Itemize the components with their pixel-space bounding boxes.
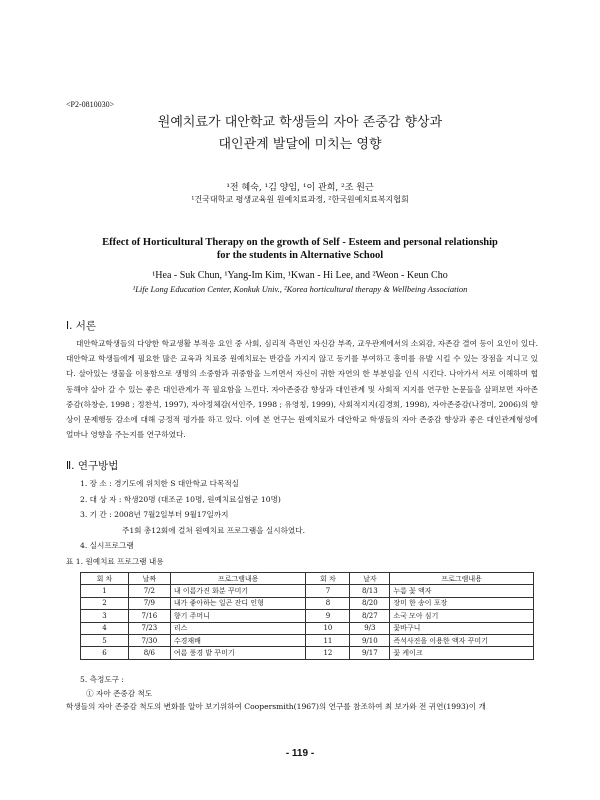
methods-program: 4. 실시프로그램: [80, 541, 134, 550]
header-session: 회 차: [81, 573, 129, 585]
table-cell: 12: [306, 647, 350, 659]
table-row: [81, 610, 534, 622]
table-cell: 7/30: [128, 634, 170, 646]
table-cell: 9/10: [350, 634, 390, 646]
body-text-line: 학생들의 자아 존중감 척도의 변화를 알아 보기위하여 Coopersmith(1967)의 연구를 참조하여 최 보가와 전 귀연(1993)이 개: [66, 702, 486, 711]
table-cell: 즉석사진을 이용한 액자 꾸미기: [390, 634, 534, 646]
korean-authors: ¹전 혜숙, ¹김 양임, ¹이 관희, ²조 원근: [226, 183, 374, 193]
english-affiliation: ¹Life Long Education Center, Konkuk Univ., ²Korea horticultural therapy & Wellbeing Association: [132, 284, 468, 294]
page-number: - 119 -: [285, 748, 315, 759]
table-cell: 꽃바구니: [390, 622, 534, 634]
table-cell: 7/9: [128, 597, 170, 609]
table-row: [81, 634, 534, 646]
korean-affiliation: ¹건국대학교 평생교육원 원예치료과정, ²한국원예치료복지협회: [191, 195, 409, 204]
table-cell: 7/16: [128, 610, 170, 622]
table-cell: 8/6: [128, 647, 170, 659]
table-cell: 7/2: [128, 585, 170, 597]
table-cell: 여름 풍경 밭 꾸미기: [170, 647, 306, 659]
table-cell: 4: [81, 622, 129, 634]
table-cell: 수경재배: [170, 634, 306, 646]
table-cell: 누름 꽃 액자: [390, 585, 534, 597]
paper-code: <P2-0810030>: [66, 100, 115, 109]
table-cell: 10: [306, 622, 350, 634]
table-cell: 9/3: [350, 622, 390, 634]
table-cell: 향기 주머니: [170, 610, 306, 622]
table-cell: 9/17: [350, 647, 390, 659]
header-content-2: 프로그램내용: [390, 573, 534, 585]
table-cell: 꽃 케이크: [390, 647, 534, 659]
table-row: [81, 585, 534, 597]
table-cell: 8/13: [350, 585, 390, 597]
table-cell: 7/23: [128, 622, 170, 634]
table-cell: 9: [306, 610, 350, 622]
table-cell: 소국 모아 심기: [390, 610, 534, 622]
english-title-line-2: for the students in Alternative School: [216, 250, 384, 261]
table-cell: 2: [81, 597, 129, 609]
measurement-heading: 5. 측정도구 :: [80, 675, 124, 684]
table-row: [81, 622, 534, 634]
program-table: [80, 572, 534, 660]
section-2-heading: Ⅱ. 연구방법: [66, 460, 119, 472]
english-authors: ¹Hea - Suk Chun, ¹Yang-Im Kim, ¹Kwan - Hi Lee, and ²Weon - Keun Cho: [152, 270, 448, 281]
methods-period: 3. 기 간 : 2008년 7월2일부터 9월17일까지: [80, 510, 229, 519]
table-cell: 6: [81, 647, 129, 659]
table-cell: 1: [81, 585, 129, 597]
table-cell: 내 이름가진 화분 꾸미기: [170, 585, 306, 597]
section-1-paragraph: 대안학교학생들의 다양한 학교생활 부적응 요인 중 사회, 심리적 측면인 자신감 부족, 교우관계에서의 소외감, 자존감 결여 등이 요인이 있다. 대안학교 학생들에게 필요한 많은 교육과 치료중 원예치료는 반감을 가지지 않고 동기를 부여하고 흥미를 유발 시킬 수 있는 장점을 지니고 있다. 살아있는 생물을 이용함으로 생명의 소중함과 귀중함을 느끼면서 자신이 귀한 자연의 한 부분임을 인식 시킨다. 나아가서 서로 이해하며 협동해야 살아 갈 수 있는 좋은 대인관계가 꼭 필요함을 느낀다. 자아존중감 향상과 대인관계 및 사회적 지지를 연구한 논문들을 살펴보면 자아존중감(하창순, 1998 ; 정찬석, 1997), 자아정체감(서인주, 1998 ; 유영칭, 1999), 사회적지지(김경희, 1998), 자아존중감(나경미, 2006)의 향상이 문제행동 감소에 대해 긍정적 평가를 하고 있다. 이에 본 연구는 원예치료가 대안학교 학생들의 자아 존중감 향상과 좋은 대인관계형성에 얼마나 영향을 주는지를 연구하였다.: [66, 339, 538, 440]
header-content: 프로그램내용: [170, 573, 306, 585]
korean-title-line-2: 대인관계 발달에 미치는 영향: [218, 137, 382, 152]
table-header-row: [81, 573, 534, 585]
table-cell: 8: [306, 597, 350, 609]
table-cell: 7: [306, 585, 350, 597]
table-row: [81, 597, 534, 609]
table-cell: 내가 좋아하는 일곤 잔디 인형: [170, 597, 306, 609]
methods-subjects: 2. 대 상 자 : 학생20명 (대조군 10명, 원예치료실험군 10명): [80, 494, 281, 504]
section-1-heading: Ⅰ. 서론: [66, 320, 97, 332]
table-row: [81, 647, 534, 659]
table-caption: 표 1. 원예치료 프로그램 내용: [66, 557, 164, 566]
table-cell: 8/27: [350, 610, 390, 622]
methods-place: 1. 장 소 : 경기도에 위치한 S 대안학교 다목적실: [80, 479, 240, 488]
methods-sessions: 주1회 총12회에 걸쳐 원예치료 프로그램을 실시하였다.: [122, 525, 306, 535]
korean-title-line-1: 원예치료가 대안학교 학생들의 자아 존중감 향상과: [157, 115, 443, 130]
measurement-scale: ① 자아 존중감 척도: [86, 689, 153, 698]
table-cell: 8/20: [350, 597, 390, 609]
table-cell: 5: [81, 634, 129, 646]
korean-title: [0, 112, 600, 156]
table-cell: 11: [306, 634, 350, 646]
header-date-2: 날자: [350, 573, 390, 585]
english-title-line-1: Effect of Horticultural Therapy on the growth of Self - Esteem and personal relationship: [102, 237, 498, 248]
methods-list: [80, 476, 305, 554]
table-cell: 3: [81, 610, 129, 622]
header-date: 날짜: [128, 573, 170, 585]
english-title: [0, 236, 600, 262]
header-session-2: 회 차: [306, 573, 350, 585]
table-cell: 리스: [170, 622, 306, 634]
table-cell: 장미 한 송이 포장: [390, 597, 534, 609]
measurement-section: [80, 673, 152, 701]
